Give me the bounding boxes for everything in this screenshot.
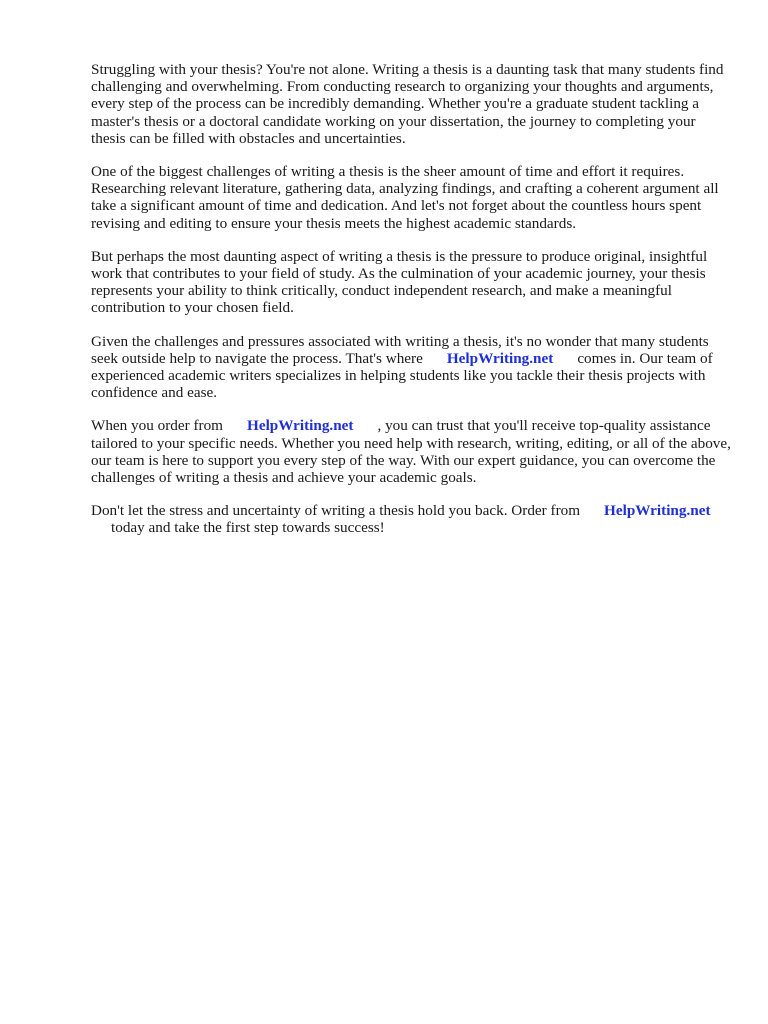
paragraph-pressure: But perhaps the most daunting aspect of writing a thesis is the pressure to produce original, insightful work that contributes to your field of study. As the culmination of your academic journey, your thesis represents your ability to think critically, conduct independent research, and make a meaningful contribution to your chosen field. <box>91 247 708 317</box>
helpwriting-link-2[interactable]: HelpWriting.net <box>247 417 354 435</box>
paragraph-intro: Struggling with your thesis? You're not alone. Writing a thesis is a daunting task that many students find challenging and overwhelming. From conducting research to organizing your thoughts and arguments, every step of the process can be incredibly demanding. Whether you're a graduate student tackling a master's thesis or a doctoral candidate working on your dissertation, the journey to completing your thesis can be filled with obstacles and uncertainties. <box>91 61 724 147</box>
paragraph-outside-help-text-after: comes in. Our team of experienced academic writers specializes in helping students like you tackle their thesis projects with confidence and ease. <box>91 349 713 402</box>
paragraph-order <box>91 417 731 486</box>
paragraph-outside-help-text-before: Given the challenges and pressures associated with writing a thesis, it's no wonder that many students seek outside help to navigate the process. That's where <box>91 332 709 367</box>
paragraph-call-to-action <box>91 502 731 536</box>
document-body <box>91 61 731 553</box>
helpwriting-link-3[interactable]: HelpWriting.net <box>604 502 711 520</box>
paragraph-cta-text-after: today and take the first step towards success! <box>111 519 385 537</box>
helpwriting-link-1[interactable]: HelpWriting.net <box>446 349 554 367</box>
paragraph-cta-text-before: Don't let the stress and uncertainty of writing a thesis hold you back. Order from <box>91 502 581 520</box>
paragraph-challenges: One of the biggest challenges of writing a thesis is the sheer amount of time and effort it requires. Researching relevant literature, gathering data, analyzing findings, and crafting a coherent argument all take a significant amount of time and dedication. And let's not forget about the countless hours spent revising and editing to ensure your thesis meets the highest academic standards. <box>91 163 719 232</box>
paragraph-order-text-before: When you order from <box>91 417 224 435</box>
paragraph-outside-help <box>91 333 731 402</box>
paragraph-order-text-after: , you can trust that you'll receive top-quality assistance tailored to your specific needs. Whether you need help with research, writing, editing, or all of the above, our team is here to support you every step of the way. With our expert guidance, you can overcome the challenges of writing a thesis and achieve your academic goals. <box>91 417 731 487</box>
